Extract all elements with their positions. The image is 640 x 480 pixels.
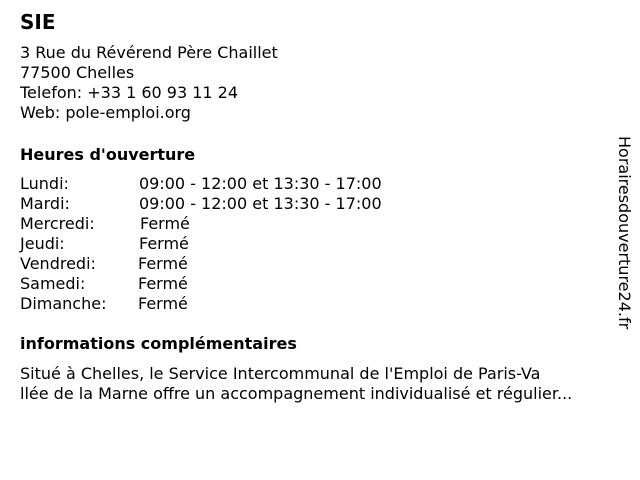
day-label: Mercredi: (20, 214, 95, 233)
day-label: Samedi: (20, 274, 86, 293)
site-watermark: Horairesdouverture24.fr (615, 136, 634, 330)
hours-row-saturday (20, 274, 188, 294)
day-hours: 09:00 - 12:00 et 13:30 - 17:00 (139, 174, 382, 193)
info-line: llée de la Marne offre un accompagnement individualisé et régulier... (20, 384, 573, 403)
day-hours: Fermé (138, 254, 188, 273)
opening-hours-heading: Heures d'ouverture (20, 145, 196, 164)
day-label: Mardi: (20, 194, 70, 213)
address-street: 3 Rue du Révérend Père Chaillet (20, 43, 278, 62)
day-hours: Fermé (138, 294, 188, 313)
phone-number: Telefon: +33 1 60 93 11 24 (20, 83, 239, 102)
business-contact-block (20, 43, 278, 123)
info-line: Situé à Chelles, le Service Intercommunal de l'Emploi de Paris-Va (20, 364, 541, 383)
hours-row-tuesday (20, 194, 382, 214)
website: Web: pole-emploi.org (20, 103, 191, 122)
day-hours: Fermé (139, 234, 189, 253)
opening-hours-list (20, 174, 382, 314)
day-hours: 09:00 - 12:00 et 13:30 - 17:00 (139, 194, 382, 213)
hours-row-sunday (20, 294, 188, 314)
additional-info-text (20, 364, 620, 404)
day-label: Vendredi: (20, 254, 96, 273)
day-hours: Fermé (138, 274, 188, 293)
address-city: 77500 Chelles (20, 63, 135, 82)
day-hours: Fermé (140, 214, 190, 233)
hours-row-wednesday (20, 214, 190, 234)
day-label: Lundi: (20, 174, 69, 193)
hours-row-monday (20, 174, 382, 194)
hours-row-friday (20, 254, 188, 274)
hours-row-thursday (20, 234, 189, 254)
day-label: Dimanche: (20, 294, 107, 313)
business-name: SIE (20, 10, 56, 34)
additional-info-heading: informations complémentaires (20, 334, 297, 353)
day-label: Jeudi: (20, 234, 65, 253)
